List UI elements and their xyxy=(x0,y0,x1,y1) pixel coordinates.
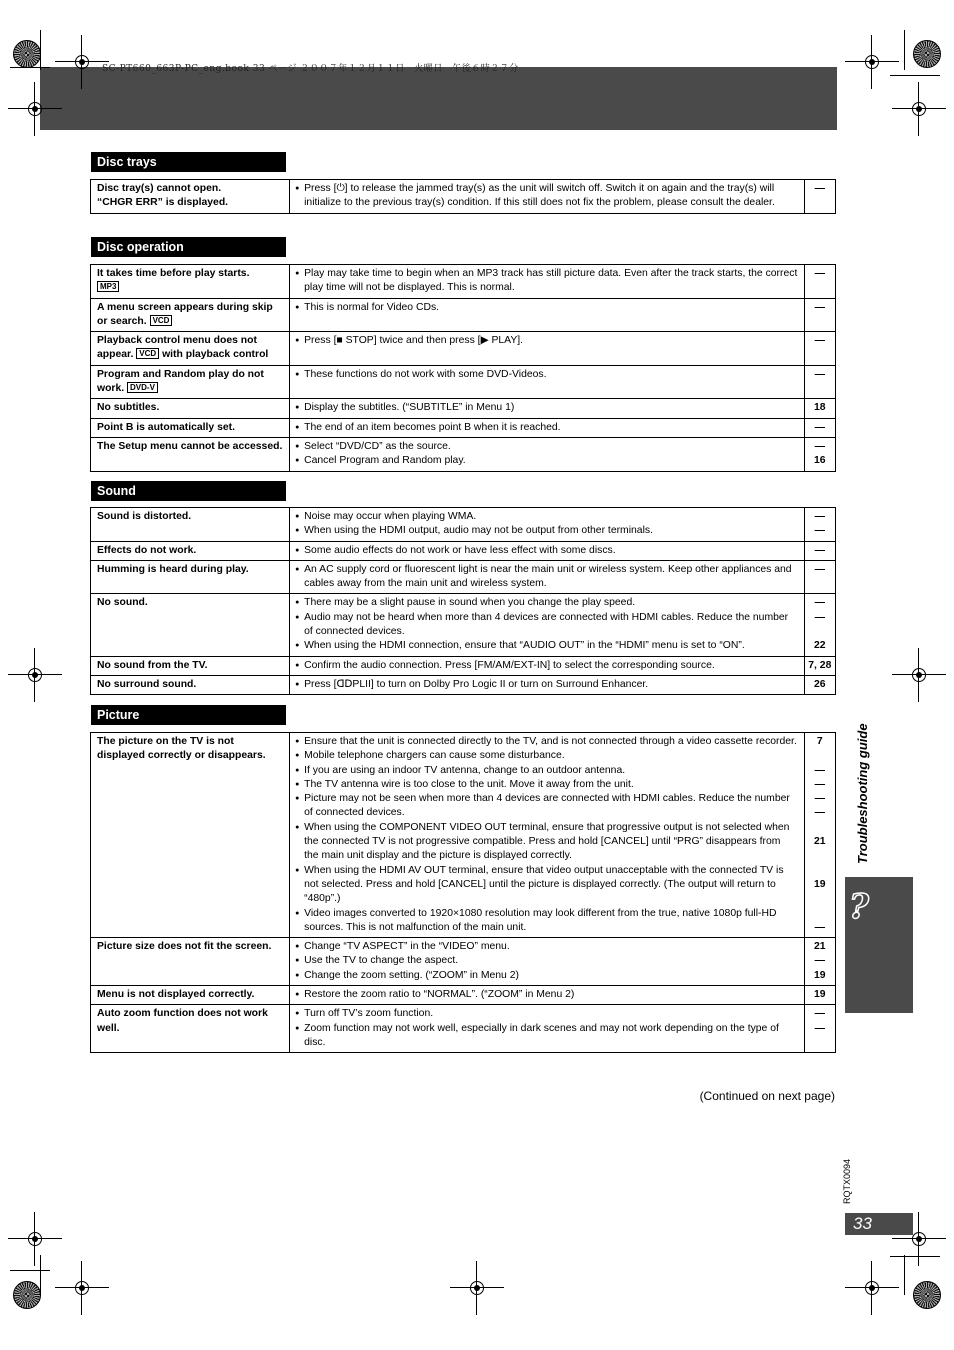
header-bar xyxy=(40,67,837,130)
crop-mark xyxy=(40,30,41,70)
crop-mark xyxy=(904,1255,905,1295)
continued-note: (Continued on next page) xyxy=(699,1089,835,1103)
crosshair-icon xyxy=(20,94,50,124)
problem-cell: Picture size does not fit the screen. xyxy=(91,938,290,986)
crosshair-icon xyxy=(20,660,50,690)
solution-cell: ● Some audio effects do not work or have less effect with some discs. xyxy=(290,541,805,560)
registration-dial-icon xyxy=(913,40,941,68)
section-title-disc-trays: Disc trays xyxy=(91,152,286,172)
crop-mark xyxy=(10,1270,50,1271)
solution-cell: ● Play may take time to begin when an MP3 track has still picture data. Even after the track starts, the correct play time will not be displayed. This is normal. xyxy=(290,265,805,299)
problem-cell: The picture on the TV is not displayed correctly or disappears. xyxy=(91,733,290,938)
disc-operation-table xyxy=(90,264,836,472)
crosshair-icon xyxy=(67,47,97,77)
solution-cell: ● An AC supply cord or fluorescent light is near the main unit or wireless system. Keep other appliances and cables away from the main unit and wireless system. xyxy=(290,560,805,594)
format-badge: DVD-V xyxy=(127,382,158,393)
page-ref-cell: — xyxy=(804,541,835,560)
page-ref-cell: — xyxy=(804,180,835,214)
crosshair-icon xyxy=(904,94,934,124)
table-row xyxy=(91,437,836,471)
page-ref-cell: — xyxy=(804,265,835,299)
table-row xyxy=(91,265,836,299)
page-ref-cell: — 16 xyxy=(804,437,835,471)
page-ref-cell: 7, 28 xyxy=(804,656,835,675)
problem-cell: Program and Random play do not work. DVD-V xyxy=(91,365,290,399)
page-ref-cell: — — 22 xyxy=(804,594,835,656)
crop-mark xyxy=(904,30,905,70)
page-number: 33 xyxy=(845,1213,913,1235)
solution-cell: ● Change “TV ASPECT” in the “VIDEO” menu. ● Use the TV to change the aspect. ● Change the zoom setting. (“ZOOM” in Menu 2) xyxy=(290,938,805,986)
crosshair-icon xyxy=(857,47,887,77)
problem-cell: Point B is automatically set. xyxy=(91,418,290,437)
table-row xyxy=(91,938,836,986)
page-ref-cell: — — xyxy=(804,508,835,542)
table-row xyxy=(91,399,836,418)
table-row xyxy=(91,332,836,366)
registration-dial-icon xyxy=(13,1281,41,1309)
crosshair-icon xyxy=(857,1273,887,1303)
picture-table xyxy=(90,732,836,1053)
side-section-label: Troubleshooting guide xyxy=(855,723,870,864)
solution-cell: ● Press [⏻] to release the jammed tray(s) as the unit will switch off. Switch it on again and the tray(s) will initialize to the previous tray(s) condition. If this still does not fix the problem, please consult the dealer. xyxy=(290,180,805,214)
crop-mark xyxy=(40,1255,41,1295)
solution-cell: ● Confirm the audio connection. Press [FM/AM/EXT-IN] to select the corresponding source. xyxy=(290,656,805,675)
problem-cell: Sound is distorted. xyxy=(91,508,290,542)
problem-cell: Disc tray(s) cannot open. “CHGR ERR” is displayed. xyxy=(91,180,290,214)
print-header: SC-PT660_663P-PC_eng.book 33 ページ ２００７年１２月１１日 火曜日 午後６時２７分 xyxy=(102,64,519,74)
side-tab xyxy=(845,877,913,1013)
section-title-sound: Sound xyxy=(91,481,286,501)
solution-cell: ● These functions do not work with some DVD-Videos. xyxy=(290,365,805,399)
problem-cell: Auto zoom function does not work well. xyxy=(91,1005,290,1053)
solution-cell: ● Press [■ STOP] twice and then press [▶ PLAY]. xyxy=(290,332,805,366)
solution-cell: ● The end of an item becomes point B when it is reached. xyxy=(290,418,805,437)
page-ref-cell: — xyxy=(804,332,835,366)
page-ref-cell: 26 xyxy=(804,675,835,694)
table-row xyxy=(91,656,836,675)
solution-cell: ● Turn off TV’s zoom function. ● Zoom function may not work well, especially in dark scenes and may not work depending on the type of disc. xyxy=(290,1005,805,1053)
page-ref-cell: 21 — 19 xyxy=(804,938,835,986)
page-ref-cell: 18 xyxy=(804,399,835,418)
solution-cell: ● Display the subtitles. (“SUBTITLE” in Menu 1) xyxy=(290,399,805,418)
registration-dial-icon xyxy=(913,1281,941,1309)
page-ref-cell: — xyxy=(804,418,835,437)
table-row xyxy=(91,298,836,332)
document-code: RQTX0094 xyxy=(842,1158,852,1204)
crosshair-icon xyxy=(904,660,934,690)
crosshair-icon xyxy=(20,1224,50,1254)
problem-cell: The Setup menu cannot be accessed. xyxy=(91,437,290,471)
crosshair-icon xyxy=(462,1273,492,1303)
page-ref-cell: 19 xyxy=(804,986,835,1005)
table-row xyxy=(91,541,836,560)
format-badge: VCD xyxy=(136,348,159,359)
crop-mark xyxy=(10,67,50,68)
problem-cell: No sound from the TV. xyxy=(91,656,290,675)
format-badge: VCD xyxy=(150,315,173,326)
registration-dial-icon xyxy=(13,40,41,68)
page-ref-cell: — xyxy=(804,365,835,399)
section-title-disc-operation: Disc operation xyxy=(91,237,286,257)
problem-cell: It takes time before play starts. MP3 xyxy=(91,265,290,299)
solution-cell: ● This is normal for Video CDs. xyxy=(290,298,805,332)
problem-cell: No subtitles. xyxy=(91,399,290,418)
page-ref-cell: — — xyxy=(804,1005,835,1053)
crop-mark xyxy=(890,1256,940,1257)
table-row xyxy=(91,675,836,694)
problem-cell: A menu screen appears during skip or search. VCD xyxy=(91,298,290,332)
solution-cell: ● Select “DVD/CD” as the source. ● Cancel Program and Random play. xyxy=(290,437,805,471)
table-row xyxy=(91,365,836,399)
crosshair-icon xyxy=(67,1273,97,1303)
solution-cell: ● There may be a slight pause in sound when you change the play speed. ● Audio may not be heard when more than 4 devices are connected with HDMI cables. Reduce the number of connected devices. ● When using the HDMI connection, ensure that “AUDIO OUT” in the “HDMI” menu is set to “ON”. xyxy=(290,594,805,656)
problem-cell: Effects do not work. xyxy=(91,541,290,560)
problem-cell: Playback control menu does not appear. VCD with playback control xyxy=(91,332,290,366)
table-row xyxy=(91,733,836,938)
table-row xyxy=(91,986,836,1005)
table-row xyxy=(91,180,836,214)
section-title-picture: Picture xyxy=(91,705,286,725)
format-badge: MP3 xyxy=(97,281,119,292)
disc-trays-table xyxy=(90,179,836,214)
solution-cell: ● Noise may occur when playing WMA. ● When using the HDMI output, audio may not be output from other terminals. xyxy=(290,508,805,542)
problem-cell: Humming is heard during play. xyxy=(91,560,290,594)
problem-cell: No sound. xyxy=(91,594,290,656)
page-ref-cell: — xyxy=(804,560,835,594)
table-row xyxy=(91,418,836,437)
problem-cell: Menu is not displayed correctly. xyxy=(91,986,290,1005)
table-row xyxy=(91,508,836,542)
page-ref-cell: 7 — — — — 21 19 — xyxy=(804,733,835,938)
table-row xyxy=(91,594,836,656)
table-row xyxy=(91,560,836,594)
page-ref-cell: — xyxy=(804,298,835,332)
table-row xyxy=(91,1005,836,1053)
solution-cell: ● Restore the zoom ratio to “NORMAL”. (“ZOOM” in Menu 2) xyxy=(290,986,805,1005)
question-mark-icon: ? xyxy=(849,887,869,927)
crop-mark xyxy=(890,75,940,76)
sound-table xyxy=(90,507,836,695)
problem-cell: No surround sound. xyxy=(91,675,290,694)
solution-cell: ● Ensure that the unit is connected directly to the TV, and is not connected through a video cassette recorder. ● Mobile telephone chargers can cause some disturbance. ● If you are using an indoor TV antenna, change to an outdoor antenna. ● The TV antenna wire is too close to the unit. Move it away from the unit. ● Picture may not be seen when more than 4 devices are connected with HDMI cables. Reduce the number of connected devices. ● When using the COMPONENT VIDEO OUT terminal, ensure that progressive output is not selected when the connected TV is not progressive compatible. Press and hold [CANCEL] until “PRG” disappears from the main unit display and the picture is displayed correctly. ● When using the HDMI AV OUT terminal, ensure that video output unacceptable with the connected TV is not selected. Press and hold [CANCEL] until the picture is displayed correctly. (The output will return to “480p”.) ● Video images converted to 1920×1080 resolution may look different from the true, native 1080p full-HD sources. This is not malfunction of the main unit. xyxy=(290,733,805,938)
solution-cell: ● Press [ᗡᗞPLII] to turn on Dolby Pro Logic II or turn on Surround Enhancer. xyxy=(290,675,805,694)
